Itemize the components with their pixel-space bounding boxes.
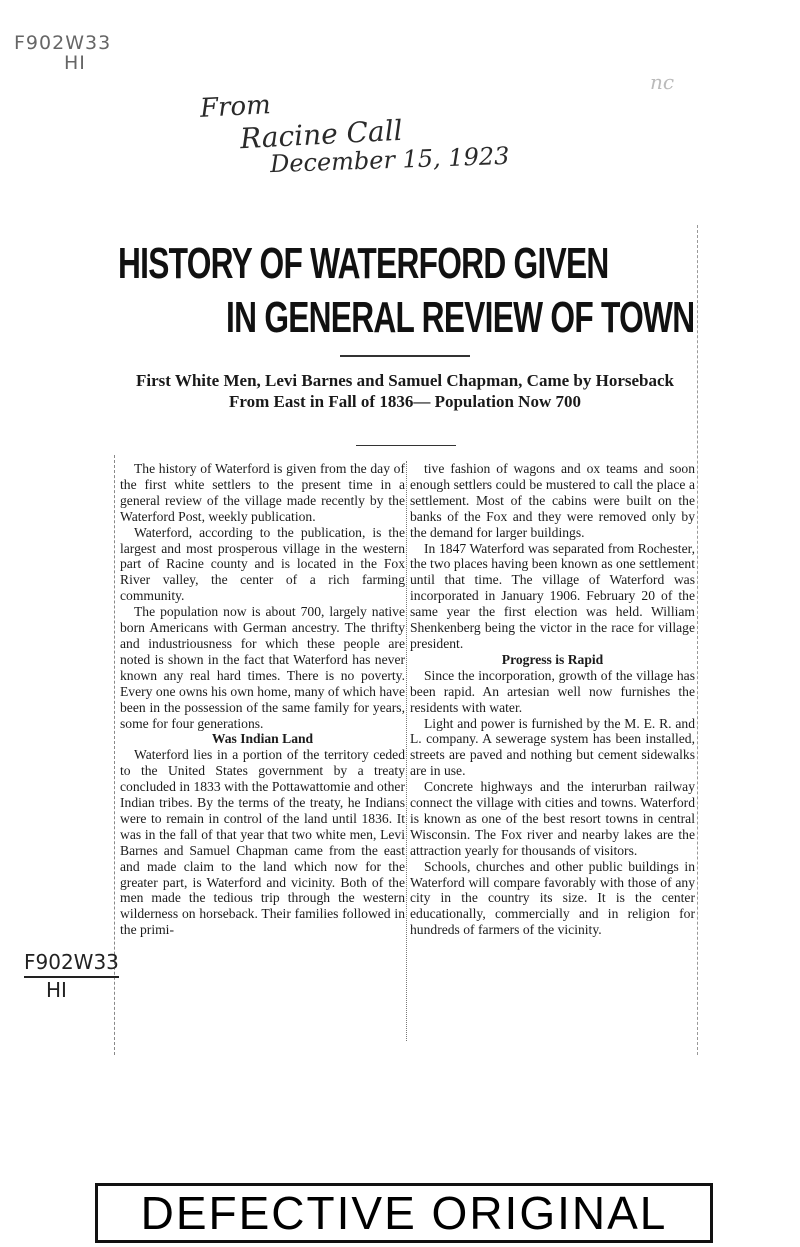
paragraph: The history of Waterford is given from the day of the first white settlers to the present time in a general review of the village made recently by the Waterford Post, weekly publication.: [120, 461, 405, 524]
headline: [118, 237, 695, 345]
divider-rule: [356, 445, 456, 446]
handwritten-source: Racine Call: [239, 113, 404, 156]
stamp-code: F902W33: [14, 32, 112, 54]
stamp-suffix: HI: [46, 978, 67, 1002]
paragraph: Light and power is furnished by the M. E. R. and L. company. A sewerage system has been installed, streets are paved and nothing but cement sidewalks are in use.: [410, 715, 695, 779]
handwritten-from: From: [199, 90, 272, 124]
defective-original-banner: DEFECTIVE ORIGINAL: [95, 1183, 713, 1243]
paragraph: Concrete highways and the interurban railway connect the village with cities and towns. Waterford is known as one of the best resort towns in central Wisconsin. The Fox river and nearby lakes are the attraction yearly for thousands of visitors.: [410, 779, 695, 858]
newspaper-clipping: [118, 225, 695, 1055]
paragraph: tive fashion of wagons and ox teams and soon enough settlers could be mustered to call the place a settlement. Most of the cabins were built on the banks of the Fox and they were removed only by the demand for larger buildings.: [410, 461, 695, 540]
stamp-code: F902W33: [24, 950, 119, 978]
headline-line-1: HISTORY OF WATERFORD GIVEN: [118, 239, 609, 288]
paragraph: Waterford lies in a portion of the territory ceded to the United States government by a treaty concluded in 1833 with the Pottawattomie and other Indian tribes. By the terms of the treaty, he Indians were to remain in control of the land until 1836. It was in the fall of that year that two white men, Levi Barnes and Samuel Chapman came from the east and made claim to the land which now for the greater part, is Waterford and vicinity. Both of the men made the tedious trip through the western wilderness on horseback. Their families followed in the primi-: [120, 747, 405, 938]
paragraph: Waterford, according to the publication, is the largest and most prosperous village in the western part of Racine county and is located in the Fox River valley, the center of a rich farming community.: [120, 524, 405, 604]
stamp-suffix: HI: [64, 51, 86, 74]
article-column-1: [120, 461, 405, 938]
headline-line-2: IN GENERAL REVIEW OF TOWN: [226, 293, 695, 342]
handwritten-date: December 15, 1923: [269, 141, 510, 179]
article-column-2: [410, 461, 695, 938]
catalog-stamp-side: [24, 950, 119, 1002]
paragraph: The population now is about 700, largely native born Americans with German ancestry. The thrifty and industriousness for which these people are noted is shown in the fact that Waterford has never known any real hard times. There is no poverty. Every one owns his own home, many of which have been in the possession of the same family for years, some for four generations.: [120, 604, 405, 731]
paragraph: In 1847 Waterford was separated from Rochester, the two places having been known as one settlement until that time. The village of Waterford was incorporated in January 1906. February 20 of the same year the first election was held. William Shenkenberg being the victor in the race for village president.: [410, 540, 695, 651]
divider-rule: [340, 355, 470, 357]
column-divider: [406, 461, 408, 1041]
corner-mark: nc: [650, 70, 675, 94]
section-subhead: Was Indian Land: [211, 731, 314, 747]
subheadline-deck: First White Men, Levi Barnes and Samuel Chapman, Came by Horseback From East in Fall of 1836— Population Now 700: [135, 371, 675, 411]
catalog-stamp-top: [14, 34, 111, 74]
paragraph: Since the incorporation, growth of the village has been rapid. An artesian well now furnishes the residents with water.: [410, 667, 695, 715]
clipping-edge-right: [696, 225, 698, 1055]
section-subhead: Progress is Rapid: [501, 651, 604, 667]
paragraph: Schools, churches and other public buildings in Waterford will compare favorably with those of any city in the country its size. It is the center educationally, commercially and in religion for hundreds of farmers of the vicinity.: [410, 858, 695, 938]
